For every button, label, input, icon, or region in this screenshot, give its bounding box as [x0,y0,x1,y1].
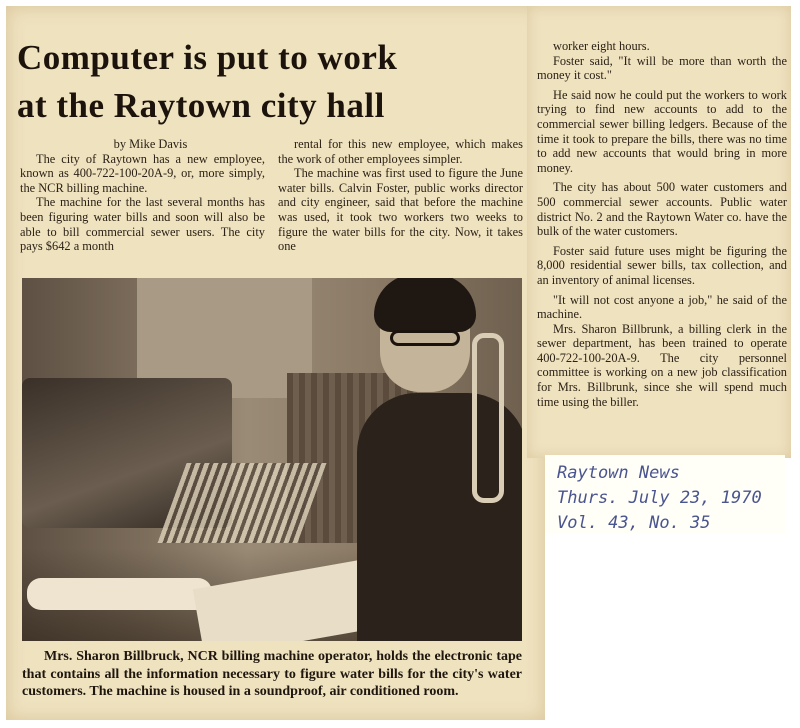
photo-caption: Mrs. Sharon Billbruck, NCR billing machine operator, holds the electronic tape that contains all the information necessary to figure water bills for the city's water customers. The machine is housed in a soundproof, air conditioned room. [22,649,522,699]
paragraph: The machine was first used to figure the June water bills. Calvin Foster, public works director and city engineer, said that before the machine was used, it took two workers two weeks to figure the water bills for the city. Now, it takes one [278,166,523,254]
article-column-2 [278,137,523,254]
paragraph: He said now he could put the workers to work trying to find new accounts to add to the commercial sewer billing ledgers. Because of the time it took to prepare the bills, there was no time to add new accounts that would bring in more money. [537,87,787,175]
photo-paper-roll [27,578,212,610]
paragraph: The city of Raytown has a new employee, known as 400-722-100-20A-9, or, more simply, the NCR billing machine. [20,151,265,195]
photo-operator-glasses [390,330,460,346]
headline-line-2: at the Raytown city hall [17,86,385,125]
note-line-3: Vol. 43, No. 35 [557,513,711,533]
note-line-1: Raytown News [557,463,680,483]
photo-electronic-tape [472,333,504,503]
photo-billing-machine-operator [22,278,522,641]
paragraph: The city has about 500 water customers and 500 commercial sewer accounts. Public water district No. 2 and the Raytown Water co. have the bulk of the water customers. [537,180,787,239]
note-line-2: Thurs. July 23, 1970 [557,488,762,508]
headline [17,34,517,130]
paragraph: "It will not cost anyone a job," he said of the machine. [537,292,787,322]
paragraph: rental for this new employee, which makes the work of other employees simpler. [278,137,523,166]
photo-keyboard [157,463,326,543]
paragraph: Foster said, "It will be more than worth the money it cost." [537,53,787,83]
handwritten-note [545,455,785,533]
paragraph: The machine for the last several months has been figuring water bills and soon will also be able to bill commercial sewer users. The city pays $642 a month [20,195,265,254]
paragraph: worker eight hours. [553,39,650,53]
article-column-3 [537,39,787,409]
byline: by Mike Davis [113,137,188,151]
paragraph: Mrs. Sharon Billbrunk, a billing clerk in the sewer department, has been trained to operate 400-722-100-20A-9. The city personnel committee is working on a new job classification for Mrs. Billbrunk, since she will spend much time using the biller. [537,321,787,409]
headline-line-1: Computer is put to work [17,38,398,77]
photo-operator-hair [374,278,476,332]
article-column-1 [20,137,265,254]
paragraph: Foster said future uses might be figuring the 8,000 residential sewer bills, tax collection, and an inventory of animal licenses. [537,243,787,287]
